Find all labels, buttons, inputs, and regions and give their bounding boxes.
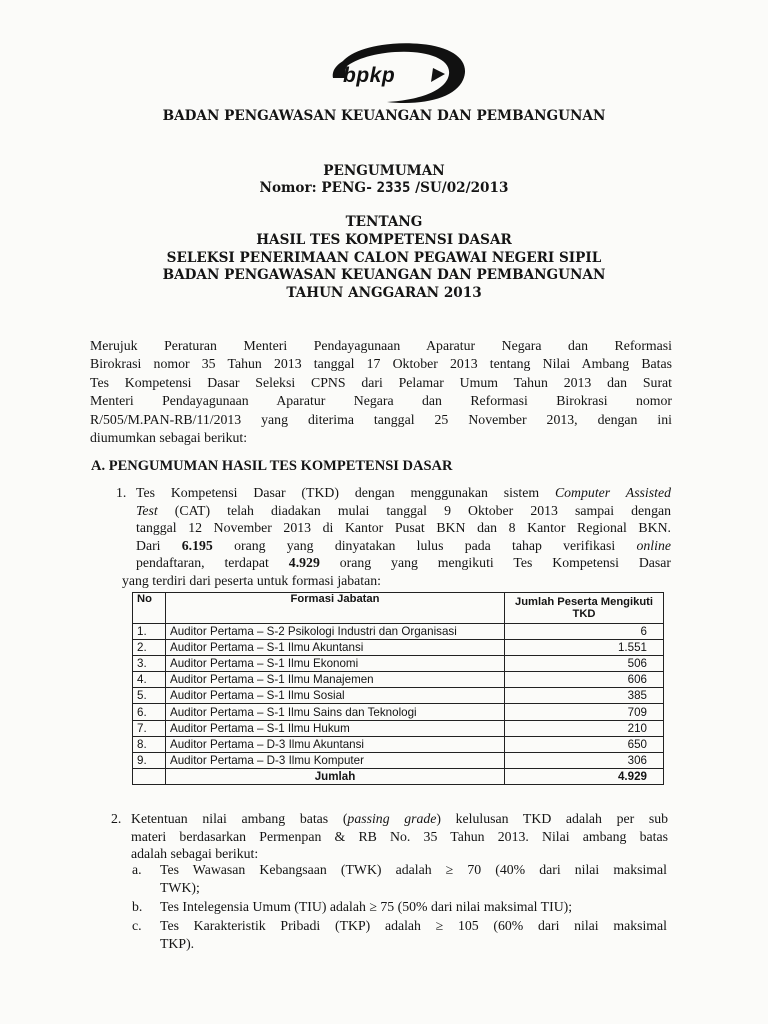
item-2-text: adalah sebagai berikut: bbox=[131, 846, 259, 862]
intro-line: Tes Kompetensi Dasar Seleksi CPNS dari Pelamar Umum Tahun 2013 dan Surat bbox=[90, 374, 672, 390]
item-1-text: Test bbox=[136, 502, 158, 518]
cell-total-blank bbox=[133, 768, 166, 784]
sub-item-text: Tes Intelegensia Umum (TIU) adalah ≥ 75 (50% dari nilai maksimal TIU); bbox=[160, 899, 573, 914]
sub-item-text: TWK); bbox=[160, 879, 200, 895]
item-1-text: Tes Kompetensi Dasar (TKD) dengan menggunakan sistem bbox=[136, 485, 555, 500]
table-row bbox=[133, 736, 664, 752]
item-2 bbox=[111, 810, 668, 863]
cell-jumlah: 6 bbox=[505, 624, 664, 640]
sub-item-marker: b. bbox=[132, 899, 143, 914]
table-row bbox=[133, 656, 664, 672]
cell-formasi: Auditor Pertama – S-1 Ilmu Manajemen bbox=[166, 672, 505, 688]
table-row bbox=[133, 624, 664, 640]
announcement-title: PENGUMUMAN bbox=[323, 163, 445, 179]
total-label: Jumlah bbox=[166, 768, 505, 784]
subject-line-2: SELEKSI PENERIMAAN CALON PEGAWAI NEGERI SIPIL bbox=[166, 250, 602, 266]
item-1 bbox=[116, 484, 671, 590]
header-formasi: Formasi Jabatan bbox=[166, 593, 505, 624]
cell-formasi: Auditor Pertama – S-1 Ilmu Sosial bbox=[166, 688, 505, 704]
item-2-text: ) kelulusan TKD adalah per sub bbox=[436, 811, 668, 826]
cell-formasi: Auditor Pertama – S-1 Ilmu Hukum bbox=[166, 720, 505, 736]
intro-line: Merujuk Peraturan Menteri Pendayagunaan Aparatur Negara dan Reformasi bbox=[90, 338, 672, 353]
item-1-text: Computer Assisted bbox=[554, 485, 671, 500]
sub-item-text: TKP). bbox=[160, 935, 195, 951]
table-row bbox=[133, 720, 664, 736]
section-a-heading: A. PENGUMUMAN HASIL TES KOMPETENSI DASAR bbox=[91, 458, 453, 474]
cell-jumlah: 210 bbox=[505, 720, 664, 736]
table-row bbox=[133, 688, 664, 704]
cell-no: 2. bbox=[133, 640, 166, 656]
cell-jumlah: 506 bbox=[505, 656, 664, 672]
item-1-text: 4.929 bbox=[288, 555, 320, 571]
cell-no: 8. bbox=[133, 736, 166, 752]
cell-no: 1. bbox=[133, 624, 166, 640]
subject-line-3: BADAN PENGAWASAN KEUANGAN DAN PEMBANGUNAN bbox=[162, 267, 606, 283]
cell-jumlah: 306 bbox=[505, 752, 664, 768]
intro-line: diumumkan sebagai berikut: bbox=[90, 429, 248, 445]
cell-no: 9. bbox=[133, 752, 166, 768]
table-header-row bbox=[133, 593, 664, 624]
formasi-table bbox=[132, 592, 664, 785]
number-prefix: Nomor: PENG- bbox=[259, 180, 372, 196]
item-1-text: yang terdiri dari peserta untuk formasi jabatan: bbox=[122, 572, 381, 588]
announcement-number bbox=[0, 180, 768, 196]
logo-text: bpkp bbox=[343, 64, 396, 87]
cell-no: 5. bbox=[133, 688, 166, 704]
bpkp-logo bbox=[325, 38, 470, 106]
cell-jumlah: 709 bbox=[505, 704, 664, 720]
table-total-row bbox=[133, 768, 664, 784]
number-suffix: /SU/02/2013 bbox=[415, 180, 509, 196]
table-row bbox=[133, 704, 664, 720]
cell-formasi: Auditor Pertama – S-2 Psikologi Industri dan Organisasi bbox=[166, 624, 505, 640]
table-row bbox=[133, 640, 664, 656]
cell-formasi: Auditor Pertama – D-3 Ilmu Komputer bbox=[166, 752, 505, 768]
number-handwritten: 2335 bbox=[376, 180, 411, 196]
subject-line-4: TAHUN ANGGARAN 2013 bbox=[286, 285, 482, 301]
item-1-text: online bbox=[636, 537, 671, 553]
item-2-marker: 2. bbox=[111, 811, 122, 826]
cell-jumlah: 650 bbox=[505, 736, 664, 752]
item-2-text: Ketentuan nilai ambang batas ( bbox=[131, 811, 348, 826]
cell-no: 7. bbox=[133, 720, 166, 736]
item-2-text: materi berdasarkan Permenpan & RB No. 35 Tahun 2013. Nilai ambang batas bbox=[131, 828, 668, 844]
cell-formasi: Auditor Pertama – S-1 Ilmu Sains dan Teknologi bbox=[166, 704, 505, 720]
sub-item-c bbox=[132, 917, 667, 952]
cell-jumlah: 385 bbox=[505, 688, 664, 704]
item-1-text: pendaftaran, terdapat bbox=[136, 555, 289, 571]
cell-no: 6. bbox=[133, 704, 166, 720]
sub-item-marker: c. bbox=[132, 918, 142, 933]
total-value: 4.929 bbox=[505, 768, 664, 784]
cell-formasi: Auditor Pertama – D-3 Ilmu Akuntansi bbox=[166, 736, 505, 752]
cell-no: 3. bbox=[133, 656, 166, 672]
subject-line-1: HASIL TES KOMPETENSI DASAR bbox=[256, 232, 512, 248]
item-2-text: passing grade bbox=[347, 811, 437, 826]
header-no: No bbox=[133, 593, 166, 624]
item-1-text: tanggal 12 November 2013 di Kantor Pusat BKN dan 8 Kantor Regional BKN. bbox=[136, 520, 671, 536]
item-1-text: 6.195 bbox=[181, 537, 213, 553]
item-1-text: Dari bbox=[136, 537, 182, 553]
intro-paragraph bbox=[90, 337, 672, 447]
cell-jumlah: 1.551 bbox=[505, 640, 664, 656]
sub-item-b bbox=[132, 898, 667, 916]
org-name: BADAN PENGAWASAN KEUANGAN DAN PEMBANGUNAN bbox=[162, 108, 606, 124]
cell-no: 4. bbox=[133, 672, 166, 688]
about-label: TENTANG bbox=[345, 214, 423, 230]
sub-item-a bbox=[132, 861, 667, 896]
item-1-marker: 1. bbox=[116, 485, 127, 500]
cell-jumlah: 606 bbox=[505, 672, 664, 688]
table-row bbox=[133, 752, 664, 768]
header-jumlah: Jumlah Peserta Mengikuti TKD bbox=[505, 593, 664, 624]
table-row bbox=[133, 672, 664, 688]
cell-formasi: Auditor Pertama – S-1 Ilmu Ekonomi bbox=[166, 656, 505, 672]
cell-formasi: Auditor Pertama – S-1 Ilmu Akuntansi bbox=[166, 640, 505, 656]
sub-item-marker: a. bbox=[132, 862, 142, 877]
intro-line: R/505/M.PAN-RB/11/2013 yang diterima tanggal 25 November 2013, dengan ini bbox=[90, 411, 672, 427]
intro-line: Menteri Pendayagunaan Aparatur Negara dan Reformasi Birokrasi nomor bbox=[90, 393, 672, 409]
sub-item-text: Tes Wawasan Kebangsaan (TWK) adalah ≥ 70 (40% dari nilai maksimal bbox=[160, 862, 667, 877]
item-1-text: (CAT) telah diadakan mulai tanggal 9 Oktober 2013 sampai dengan bbox=[157, 502, 671, 518]
intro-line: Birokrasi nomor 35 Tahun 2013 tanggal 17 Oktober 2013 tentang Nilai Ambang Batas bbox=[90, 356, 672, 372]
item-1-text: orang yang mengikuti Tes Kompetensi Dasar bbox=[319, 555, 671, 571]
item-1-text: orang yang dinyatakan lulus pada tahap verifikasi bbox=[212, 537, 637, 553]
sub-item-text: Tes Karakteristik Pribadi (TKP) adalah ≥ 105 (60% dari nilai maksimal bbox=[160, 918, 667, 933]
